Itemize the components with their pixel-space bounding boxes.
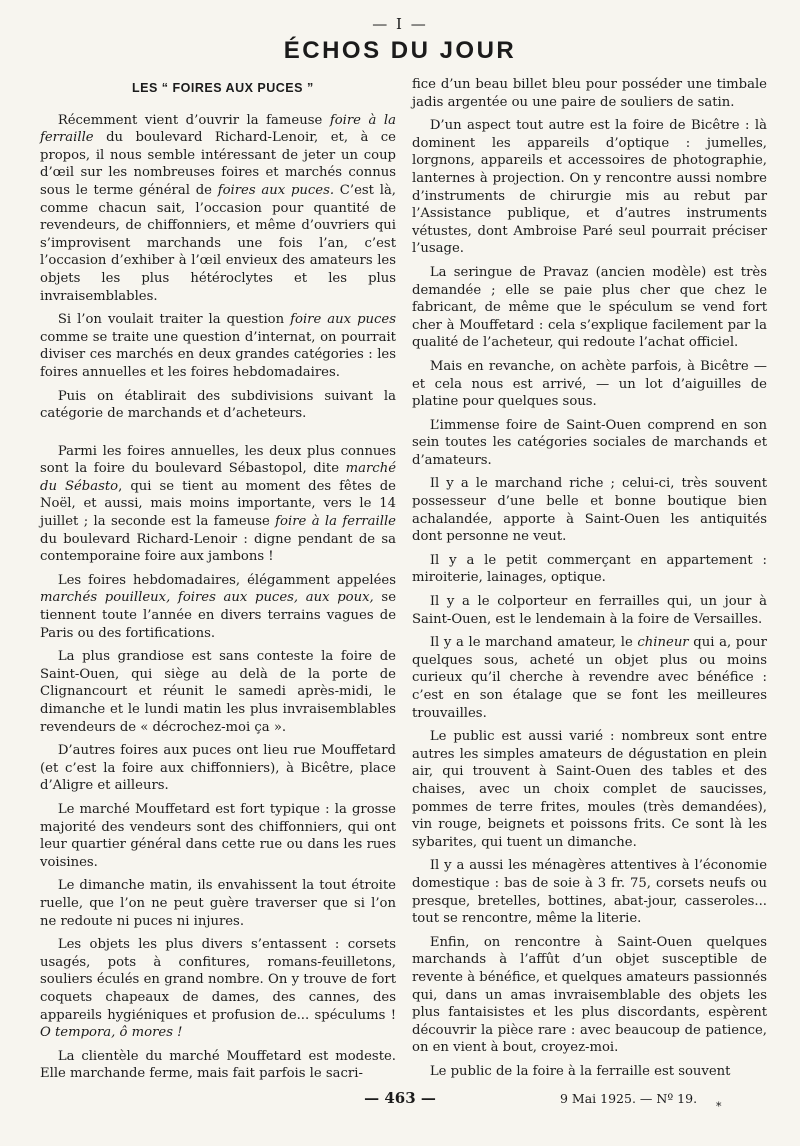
paragraph: La clientèle du marché Mouffetard est modeste. Elle marchande ferme, mais fait parfois le sacri- [40, 1048, 396, 1082]
paragraph: Il y a aussi les ménagères attentives à l’économie domestique : bas de soie à 3 fr. 75, corsets neufs ou presque, bretelles, bottines, abat-jour, casseroles... tout se rencontre, même la literie. [412, 858, 767, 927]
paragraph: Les foires hebdomadaires, élégamment appelées marchés pouilleux, foires aux puces, aux poux, se tiennent toute l’année en divers terrains vagues de Paris ou des fortifications. [40, 572, 397, 641]
paragraph: Il y a le marchand riche ; celui-ci, très souvent possesseur d’une belle et bonne boutique bien achalandée, apporte à Saint-Ouen les antiquités dont personne ne veut. [412, 476, 767, 545]
page-footer [0, 1090, 800, 1114]
paragraph: Le public est aussi varié : nombreux sont entre autres les simples amateurs de dégustation en plein air, qui trouvent à Saint-Ouen des tables et des chaises, avec un choix complet de saucisses, pommes de terre frites, moules (très demandées), vin rouge, beignets et poissons frits. Ce sont là les sybarites, qui tuent un dimanche. [412, 729, 767, 850]
paragraph: Le dimanche matin, ils envahissent la tout étroite ruelle, que l’on ne peut guère traverser que si l’on ne redoute ni puces ni injures. [40, 878, 396, 929]
paragraph: Récemment vient d’ouvrir la fameuse foire à la ferraille du boulevard Richard-Lenoir, et, à ce propos, il nous semble intéressant de jeter un coup d’œil sur les nombreuses foires et marchés connus sous le terme général de foires aux puces. C’est là, comme chacun sait, l’occasion pour quantité de revendeurs, de chiffonniers, et même d’ouvriers qui s’improvisent marchands une fois l’an, c’est l’occasion d’exhiber à l’œil envieux des amateurs les objets les plus hétéroclytes et les plus invraisemblables. [40, 112, 397, 304]
paragraph: La plus grandiose est sans conteste la foire de Saint-Ouen, qui siège au delà de la porte de Clignancourt et réunit le samedi après-midi, le dimanche et le lundi matin les plus invraisemblables revendeurs de « décrochez-moi ça ». [40, 649, 396, 735]
folio-number: — 463 — [364, 1089, 436, 1107]
left-column [40, 76, 396, 1089]
paragraph: Si l’on voulait traiter la question foire aux puces comme se traite une question d’internat, on pourrait diviser ces marchés en deux grandes catégories : les foires annuelles et les foires hebdomadaires. [40, 312, 396, 380]
paragraph: Enfin, on rencontre à Saint-Ouen quelques marchands à l’affût d’un objet susceptible de revente à bénéfice, et quelques amateurs passionnés qui, dans un amas invraisemblable des objets les plus fantaisistes et les plus discordants, espèrent découvrir la pièce rare : avec beaucoup de patience, on en vient à bout, croyez-moi. [412, 934, 767, 1056]
paragraph: L’immense foire de Saint-Ouen comprend en son sein toutes les catégories sociales de marchands et d’amateurs. [412, 417, 767, 468]
paragraph: Les objets les plus divers s’entassent : corsets usagés, pots à confitures, romans-feuilletons, souliers éculés en grand nombre. On y trouve de fort coquets chapeaux de dames, des cannes, des appareils hygiéniques et profusion de... spéculums ! O tempora, ô mores ! [40, 937, 396, 1041]
page-number: — I — [372, 15, 428, 33]
section-title: LES “ FOIRES AUX PUCES ” [132, 81, 314, 95]
page-heading: ÉCHOS DU JOUR [283, 37, 517, 64]
paragraph: fice d’un beau billet bleu pour posséder une timbale jadis argentée ou une paire de souliers de satin. [412, 77, 767, 110]
paragraph: Il y a le petit commerçant en appartement : miroiterie, lainages, optique. [412, 552, 767, 586]
paragraph: D’un aspect tout autre est la foire de Bicêtre : là dominent les appareils d’optique : jumelles, lorgnons, appareils et accessoires de photographie, lanternes à projection. On y rencontre aussi nombre d’instruments de chirurgie mis au rebut par l’Assistance publique, et d’autres instruments vétustes, dont Ambroise Paré seul pourrait préciser l’usage. [412, 118, 767, 257]
paragraph: La seringue de Pravaz (ancien modèle) est très demandée ; elle se paie plus cher que chez le fabricant, de même que le spéculum se vend fort cher à Mouffetard : cela s’explique facilement par la qualité de l’acheteur, qui redoute l’achat officiel. [412, 264, 767, 351]
paragraph: Mais en revanche, on achète parfois, à Bicêtre — et cela nous est arrivé, — un lot d’aiguilles de platine pour quelques sous. [412, 358, 767, 410]
footer-mark: * [716, 1100, 722, 1113]
paragraph: Il y a le colporteur en ferrailles qui, un jour à Saint-Ouen, est le lendemain à la foire de Versailles. [412, 594, 767, 627]
issue-date: 9 Mai 1925. — Nº 19. [560, 1091, 698, 1106]
paragraph: D’autres foires aux puces ont lieu rue Mouffetard (et c’est la foire aux chiffonniers), à Bicêtre, place d’Aligre et ailleurs. [40, 743, 396, 794]
paragraph: Parmi les foires annuelles, les deux plus connues sont la foire du boulevard Sébastopol, dite marché du Sébasto, qui se tient au moment des fêtes de Noël, et aussi, mais moins importante, vers le 14 juillet ; la seconde est la fameuse foire à la ferraille du boulevard Richard-Lenoir : digne pendant de sa contemporaine foire aux jambons ! [40, 443, 396, 565]
paragraph: Puis on établirait des subdivisions suivant la catégorie de marchands et d’acheteurs. [40, 388, 396, 422]
paragraph: Il y a le marchand amateur, le chineur qui a, pour quelques sous, acheté un objet plus ou moins curieux qu’il cherche à revendre avec bénéfice : c’est en son étalage que se font les meilleures trouvailles. [412, 635, 767, 721]
right-column [412, 76, 767, 1086]
paragraph: Le marché Mouffetard est fort typique : la grosse majorité des vendeurs sont des chiffonniers, qui ont leur quartier général dans cette rue ou dans les rues voisines. [40, 801, 396, 870]
paragraph: Le public de la foire à la ferraille est souvent [429, 1063, 731, 1079]
